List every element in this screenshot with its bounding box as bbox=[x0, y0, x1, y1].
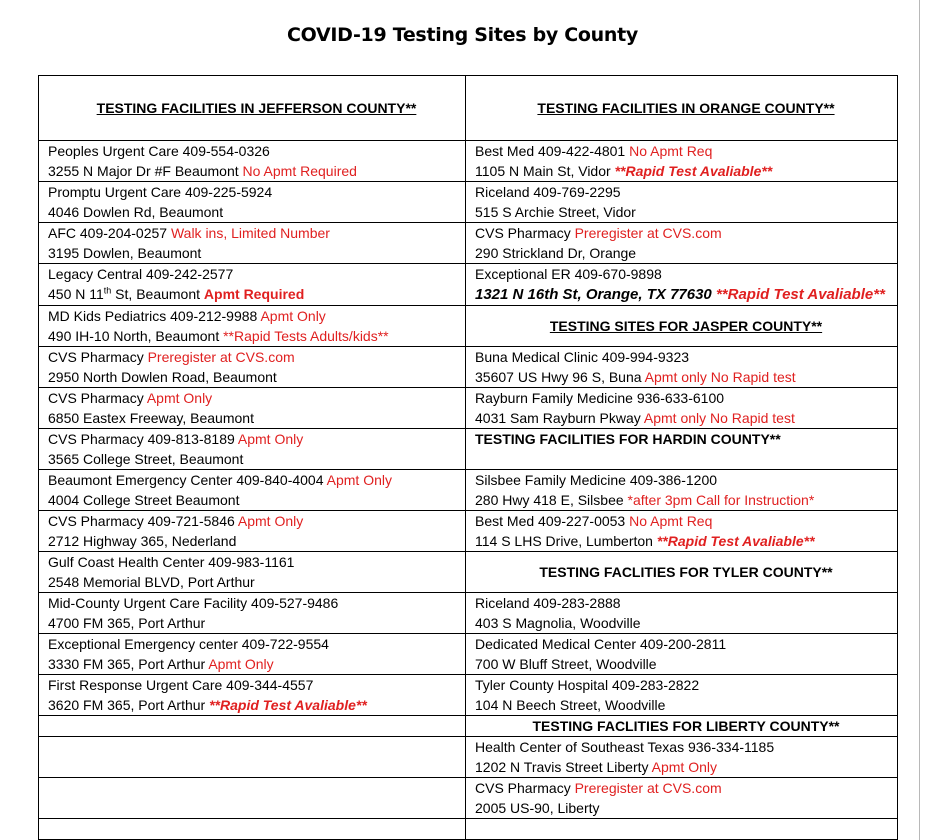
county-subheader-cell bbox=[466, 552, 898, 593]
empty-cell bbox=[39, 819, 466, 840]
hardin-county-header: TESTING FACILITIES FOR HARDIN COUNTY** bbox=[475, 431, 781, 447]
site-address: 3255 N Major Dr #F Beaumont bbox=[48, 163, 243, 179]
site-name: CVS Pharmacy bbox=[475, 780, 575, 796]
site-name: Best Med 409-227-0053 bbox=[475, 513, 630, 529]
site-cell bbox=[466, 223, 898, 264]
rapid-test-note: **Rapid Test Avaliable** bbox=[656, 533, 815, 549]
page-edge bbox=[919, 0, 920, 840]
site-name: Beaumont Emergency Center 409-840-4004 bbox=[48, 472, 327, 488]
site-address: 4046 Dowlen Rd, Beaumont bbox=[48, 204, 224, 220]
site-cell bbox=[466, 634, 898, 675]
site-name: Silsbee Family Medicine 409-386-1200 bbox=[475, 472, 718, 488]
site-address: 1321 N 16th St, Orange, TX 77630 bbox=[475, 286, 716, 303]
site-name: MD Kids Pediatrics 409-212-9988 bbox=[48, 308, 261, 324]
site-cell bbox=[466, 675, 898, 716]
site-name: Exceptional Emergency center 409-722-9554 bbox=[48, 636, 329, 652]
site-note: Apmt Only bbox=[237, 513, 304, 529]
site-cell bbox=[39, 470, 466, 511]
table-row bbox=[39, 141, 898, 182]
site-address: 2548 Memorial BLVD, Port Arthur bbox=[48, 574, 255, 590]
empty-cell bbox=[39, 778, 466, 819]
site-address-note: Apmt Only bbox=[208, 656, 274, 672]
site-cell bbox=[466, 778, 898, 819]
site-name: Tyler County Hospital 409-283-2822 bbox=[475, 677, 700, 693]
site-address: 1202 N Travis Street Liberty bbox=[475, 759, 652, 775]
table-row bbox=[39, 593, 898, 634]
site-name: CVS Pharmacy bbox=[48, 390, 147, 406]
site-cell bbox=[39, 264, 466, 306]
site-name: Peoples Urgent Care 409-554-0326 bbox=[48, 143, 270, 159]
table-row bbox=[39, 675, 898, 716]
site-cell bbox=[466, 182, 898, 223]
site-address-note: No Apmt Required bbox=[242, 163, 357, 179]
site-address: 4700 FM 365, Port Arthur bbox=[48, 615, 206, 631]
table-row bbox=[39, 634, 898, 675]
table-row bbox=[39, 182, 898, 223]
site-name: Riceland 409-769-2295 bbox=[475, 184, 621, 200]
ordinal-suffix: th bbox=[103, 285, 112, 296]
empty-cell bbox=[39, 716, 466, 737]
site-note: Preregister at CVS.com bbox=[574, 225, 722, 241]
tyler-county-header: TESTING FACLITIES FOR TYLER COUNTY** bbox=[539, 564, 833, 580]
county-subheader-cell bbox=[466, 716, 898, 737]
site-address: 114 S LHS Drive, Lumberton bbox=[475, 533, 657, 549]
site-address: 403 S Magnolia, Woodville bbox=[475, 615, 641, 631]
site-cell bbox=[466, 737, 898, 778]
site-address: 4004 College Street Beaumont bbox=[48, 492, 240, 508]
table-row bbox=[39, 306, 898, 347]
table-row bbox=[39, 552, 898, 593]
site-cell bbox=[466, 593, 898, 634]
site-address: 4031 Sam Rayburn Pkway bbox=[475, 410, 644, 426]
county-subheader-cell bbox=[466, 306, 898, 347]
site-note: Apmt Only bbox=[260, 308, 326, 324]
site-name: Rayburn Family Medicine 936-633-6100 bbox=[475, 390, 725, 406]
site-note: No Apmt Req bbox=[629, 513, 713, 529]
table-row bbox=[39, 223, 898, 264]
site-cell bbox=[39, 141, 466, 182]
site-address: 3195 Dowlen, Beaumont bbox=[48, 245, 202, 261]
site-note: Walk ins, Limited Number bbox=[170, 225, 330, 241]
table-row bbox=[39, 264, 898, 306]
site-address-note: Apmt only No Rapid test bbox=[644, 369, 796, 385]
testing-sites-table bbox=[38, 75, 898, 840]
site-name: CVS Pharmacy 409-721-5846 bbox=[48, 513, 238, 529]
site-cell bbox=[39, 388, 466, 429]
empty-cell bbox=[466, 819, 898, 840]
site-name: AFC 409-204-0257 bbox=[48, 225, 171, 241]
site-name: CVS Pharmacy bbox=[475, 225, 575, 241]
site-name: Buna Medical Clinic 409-994-9323 bbox=[475, 349, 690, 365]
site-address: 6850 Eastex Freeway, Beaumont bbox=[48, 410, 254, 426]
site-address-rest: St, Beaumont bbox=[111, 286, 204, 302]
site-address-note: Apmt Required bbox=[203, 286, 305, 302]
rapid-test-note: **Rapid Test Avaliable** bbox=[209, 697, 367, 713]
table-row bbox=[39, 388, 898, 429]
table-row bbox=[39, 819, 898, 840]
site-name: First Response Urgent Care 409-344-4557 bbox=[48, 677, 314, 693]
site-address: 515 S Archie Street, Vidor bbox=[475, 204, 636, 220]
site-cell bbox=[39, 511, 466, 552]
site-address: 490 IH-10 North, Beaumont bbox=[48, 328, 224, 344]
site-note: Apmt Only bbox=[326, 472, 392, 488]
site-cell bbox=[39, 347, 466, 388]
page-title: COVID-19 Testing Sites by County bbox=[286, 24, 638, 46]
orange-header-cell bbox=[466, 76, 898, 141]
table-row bbox=[39, 347, 898, 388]
table-row bbox=[39, 470, 898, 511]
table-row bbox=[39, 778, 898, 819]
site-name: Legacy Central 409-242-2577 bbox=[48, 266, 234, 282]
site-address: 290 Strickland Dr, Orange bbox=[475, 245, 637, 261]
site-address-note: Apmt Only bbox=[651, 759, 717, 775]
site-address-note: *after 3pm Call for Instruction* bbox=[627, 492, 815, 508]
site-address: 2950 North Dowlen Road, Beaumont bbox=[48, 369, 277, 385]
rapid-test-note: **Rapid Test Avaliable** bbox=[614, 163, 773, 179]
site-name: Promptu Urgent Care 409-225-5924 bbox=[48, 184, 273, 200]
empty-cell bbox=[39, 737, 466, 778]
site-name: CVS Pharmacy bbox=[48, 349, 148, 365]
site-cell bbox=[466, 264, 898, 306]
jasper-county-header: TESTING SITES FOR JASPER COUNTY** bbox=[549, 318, 823, 334]
site-cell bbox=[466, 347, 898, 388]
site-name: Dedicated Medical Center 409-200-2811 bbox=[475, 636, 727, 652]
site-note: Preregister at CVS.com bbox=[574, 780, 722, 796]
site-address: 2712 Highway 365, Nederland bbox=[48, 533, 237, 549]
table-row bbox=[39, 429, 898, 470]
site-cell bbox=[39, 306, 466, 347]
rapid-test-note: **Rapid Test Avaliable** bbox=[715, 286, 885, 303]
site-cell bbox=[39, 675, 466, 716]
orange-county-header: TESTING FACILITIES IN ORANGE COUNTY** bbox=[537, 100, 835, 116]
site-cell bbox=[39, 593, 466, 634]
site-address-note: Apmt only No Rapid test bbox=[643, 410, 795, 426]
county-subheader-cell bbox=[466, 429, 898, 470]
site-address: 3620 FM 365, Port Arthur bbox=[48, 697, 210, 713]
site-name: CVS Pharmacy 409-813-8189 bbox=[48, 431, 238, 447]
site-name: Gulf Coast Health Center 409-983-1161 bbox=[48, 554, 295, 570]
site-cell bbox=[466, 388, 898, 429]
site-address: 1105 N Main St, Vidor bbox=[475, 163, 615, 179]
site-address: 450 N 11 bbox=[48, 286, 104, 302]
site-address: 700 W Bluff Street, Woodville bbox=[475, 656, 657, 672]
site-cell bbox=[466, 141, 898, 182]
site-note: No Apmt Req bbox=[629, 143, 713, 159]
header-row bbox=[39, 76, 898, 141]
site-name: Health Center of Southeast Texas 936-334-1185 bbox=[475, 739, 775, 755]
site-address-note: **Rapid Tests Adults/kids** bbox=[223, 328, 389, 344]
site-cell bbox=[39, 182, 466, 223]
site-address: 35607 US Hwy 96 S, Buna bbox=[475, 369, 645, 385]
site-cell bbox=[39, 429, 466, 470]
site-address: 104 N Beech Street, Woodville bbox=[475, 697, 666, 713]
jefferson-county-header: TESTING FACILITIES IN JEFFERSON COUNTY** bbox=[96, 100, 417, 116]
site-name: Riceland 409-283-2888 bbox=[475, 595, 621, 611]
table-row bbox=[39, 737, 898, 778]
site-cell bbox=[466, 511, 898, 552]
site-name: Best Med 409-422-4801 bbox=[475, 143, 630, 159]
site-note: Apmt Only bbox=[146, 390, 213, 406]
site-name: Exceptional ER 409-670-9898 bbox=[475, 266, 662, 282]
table-row bbox=[39, 511, 898, 552]
liberty-county-header: TESTING FACLITIES FOR LIBERTY COUNTY** bbox=[532, 718, 840, 734]
jefferson-header-cell bbox=[39, 76, 466, 141]
site-note: Apmt Only bbox=[237, 431, 304, 447]
table-row bbox=[39, 716, 898, 737]
site-cell bbox=[466, 470, 898, 511]
site-address: 3565 College Street, Beaumont bbox=[48, 451, 244, 467]
site-name: Mid-County Urgent Care Facility 409-527-9486 bbox=[48, 595, 339, 611]
site-cell bbox=[39, 634, 466, 675]
site-cell bbox=[39, 552, 466, 593]
site-address: 280 Hwy 418 E, Silsbee bbox=[475, 492, 628, 508]
site-address: 2005 US-90, Liberty bbox=[475, 800, 600, 816]
site-note: Preregister at CVS.com bbox=[147, 349, 295, 365]
site-address: 3330 FM 365, Port Arthur bbox=[48, 656, 209, 672]
site-cell bbox=[39, 223, 466, 264]
